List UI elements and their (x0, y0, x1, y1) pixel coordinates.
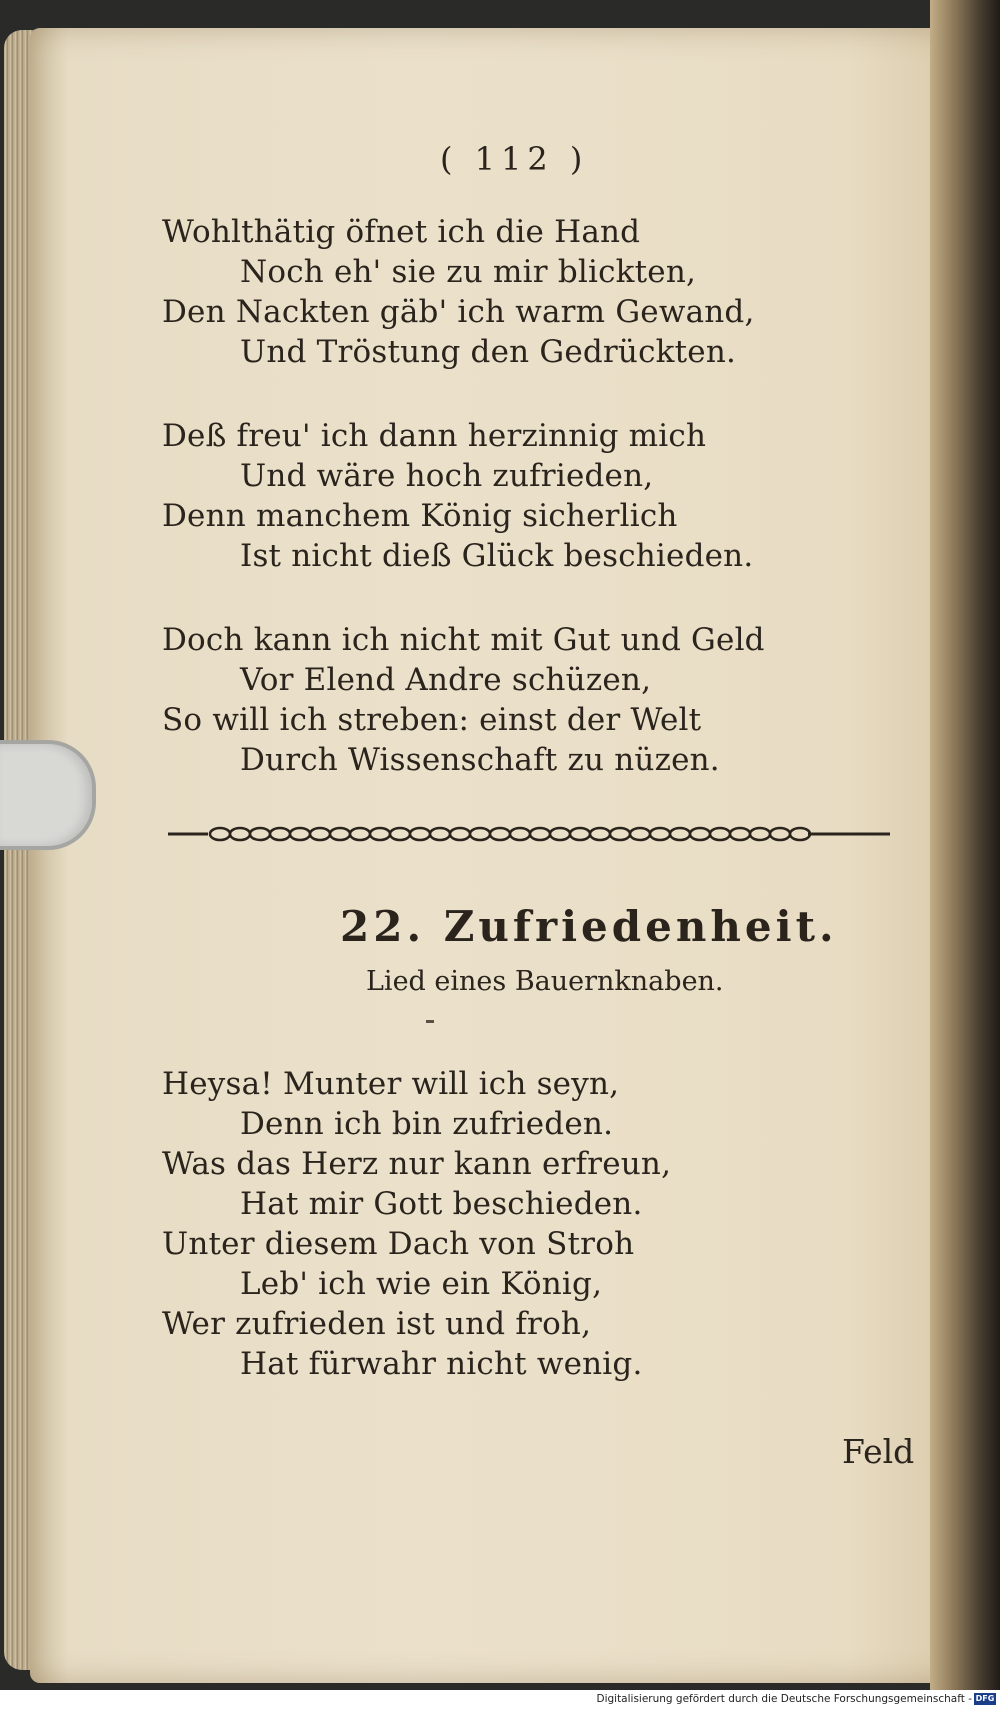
chain-link (650, 828, 670, 840)
chain-link (490, 828, 510, 840)
page-tab-marker (0, 740, 96, 850)
stanza-3 (162, 620, 765, 780)
poem-title: 22. Zufriedenheit. (340, 902, 838, 951)
chain-link (250, 828, 270, 840)
chain-link (470, 828, 490, 840)
chain-link (610, 828, 630, 840)
page-number: ( 112 ) (440, 140, 589, 178)
verse-line: Denn manchem König sicherlich (162, 498, 678, 534)
verse-line: Hat fürwahr nicht wenig. (240, 1346, 643, 1382)
chain-link (510, 828, 530, 840)
chain-link (330, 828, 350, 840)
chain-link (770, 828, 790, 840)
chain-link (590, 828, 610, 840)
dfg-logo: DFG (975, 1694, 995, 1703)
chain-link (570, 828, 590, 840)
stanza-1 (162, 212, 755, 372)
verse-line: Heysa! Munter will ich seyn, (162, 1066, 620, 1102)
chain-link (550, 828, 570, 840)
verse-line: Doch kann ich nicht mit Gut und Geld (162, 622, 765, 658)
chain-link (630, 828, 650, 840)
verse-line: Vor Elend Andre schüzen, (240, 662, 652, 698)
chain-link (350, 828, 370, 840)
verse-line: Und Tröstung den Gedrückten. (240, 334, 737, 370)
verse-line: Was das Herz nur kann erfreun, (162, 1146, 672, 1182)
chain-link (690, 828, 710, 840)
chain-link (370, 828, 390, 840)
chain-link (210, 828, 230, 840)
verse-line: Ist nicht dieß Glück beschieden. (240, 538, 754, 574)
catchword: Feld (842, 1432, 915, 1471)
footer-credit: Digitalisierung gefördert durch die Deutsche Forschungsgemeinschaft - (596, 1693, 972, 1705)
verse-line: Durch Wissenschaft zu nüzen. (240, 742, 720, 778)
poem-subtitle: Lied eines Bauernknaben. (366, 966, 724, 997)
chain-link (790, 828, 810, 840)
chain-link (430, 828, 450, 840)
verse-line: Noch eh' sie zu mir blickten, (240, 254, 697, 290)
verse-line: So will ich streben: einst der Welt (162, 702, 702, 738)
chain-link (450, 828, 470, 840)
chain-link (750, 828, 770, 840)
stanza-4 (162, 1064, 671, 1384)
verse-line: Wohlthätig öfnet ich die Hand (162, 214, 641, 250)
verse-line: Hat mir Gott beschieden. (240, 1186, 643, 1222)
book-spine (930, 0, 1000, 1690)
ornamental-divider (168, 820, 890, 848)
chain-link (530, 828, 550, 840)
stanza-2 (162, 416, 753, 576)
chain-link (230, 828, 250, 840)
chain-link (270, 828, 290, 840)
chain-link (710, 828, 730, 840)
chain-link (670, 828, 690, 840)
chain-link (310, 828, 330, 840)
chain-link (410, 828, 430, 840)
verse-line: Und wäre hoch zufrieden, (240, 458, 654, 494)
verse-line: Leb' ich wie ein König, (240, 1266, 603, 1302)
verse-line: Deß freu' ich dann herzinnig mich (162, 418, 707, 454)
chain-link (290, 828, 310, 840)
verse-line: Denn ich bin zufrieden. (240, 1106, 614, 1142)
chain-link (730, 828, 750, 840)
small-dash (426, 1020, 434, 1023)
chain-link (390, 828, 410, 840)
verse-line: Den Nackten gäb' ich warm Gewand, (162, 294, 755, 330)
verse-line: Wer zufrieden ist und froh, (162, 1306, 592, 1342)
verse-line: Unter diesem Dach von Stroh (162, 1226, 635, 1262)
